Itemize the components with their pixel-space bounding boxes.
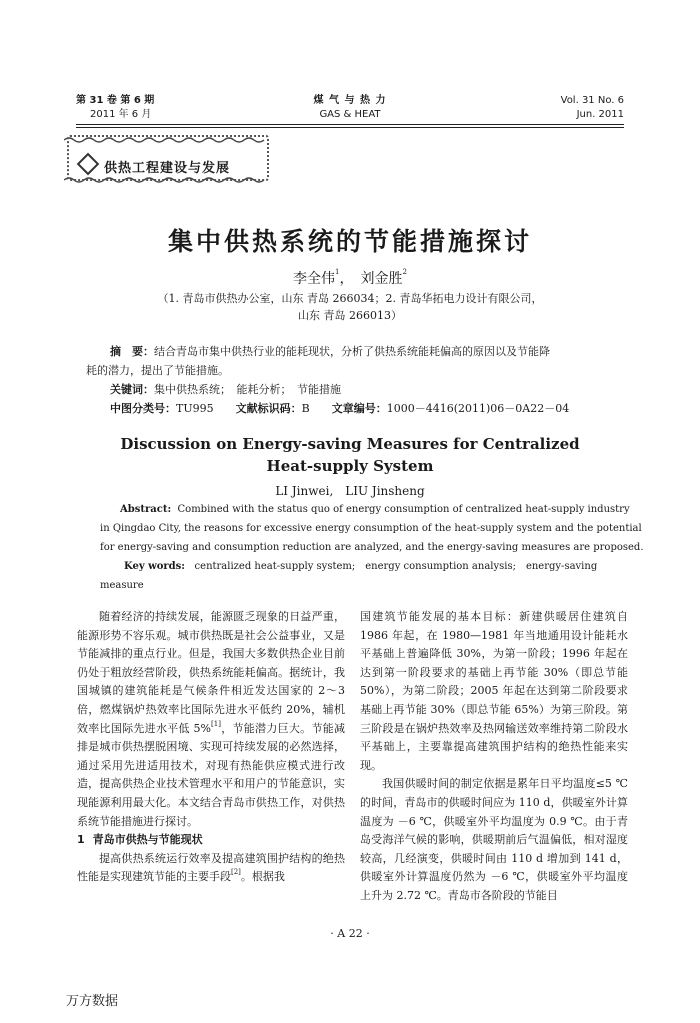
keywords-en-line-2: measure <box>100 580 144 591</box>
affiliation-line-1: （1. 青岛市供热办公室，山东 青岛 266034；2. 青岛华拓电力设计有限公司， <box>157 292 543 305</box>
paragraph <box>77 608 345 831</box>
page-number: · A 22 · <box>330 927 370 940</box>
keywords-en-line-1 <box>124 557 597 576</box>
authors-en: LI Jinwei, LIU Jinsheng <box>275 484 425 498</box>
journal-volume-issue: 第 31 卷 第 6 期 <box>76 95 155 106</box>
paragraph: 我国供暖时间的制定依据是累年日平均温度≤5 ℃的时间，青岛市的供暖时间应为 110 d，供暖室外计算温度为 －6 ℃，供暖室外平均温度为 0.9 ℃。由于青岛受海洋气候的影响，供暖期前后气温偏低，相对湿度较高，几经演变，供暖时间由 110 d 增加到 141 d，供暖室外计算温度仍然为 －6 ℃，供暖室外平均温度上升为 2.72 ℃。青岛市各阶段的节能目 <box>360 777 628 902</box>
affiliation-line-2: 山东 青岛 266013） <box>298 309 402 322</box>
authors-zh: 李全伟$^1$， 刘金胜$^2$ <box>293 268 407 287</box>
section-heading <box>77 831 345 850</box>
abstract-en-text-1: Combined with the status quo of energy consumption of centralized heat-supply industry <box>177 504 630 515</box>
article-title-zh: 集中供热系统的节能措施探讨 <box>167 227 532 256</box>
paragraph-text: 。根据我 <box>240 870 285 884</box>
doc-code-value: B <box>301 402 310 415</box>
citation: [2] <box>231 868 241 877</box>
body-left-column <box>77 608 345 887</box>
abstract-en-line-2: in Qingdao City, the reasons for excessive energy consumption of the heat-supply system and the potential <box>100 523 642 534</box>
paragraph-text: ，节能潜力巨大。节能减排是城市供热摆脱困境、实现可持续发展的必然选择，通过采用先进适用技术，对现有热能供应模式进行改造，提高供热企业技术管理水平和用户的节能意识，实现能源利用最大化。本文结合青岛市供热工作，对供热系统节能措施进行探讨。 <box>77 721 345 828</box>
paragraph: 国建筑节能发展的基本目标：新建供暖居住建筑自 1986 年起，在 1980—1981 年当地通用设计能耗水平基础上普遍降低 30%，为第一阶段；1996 年起在达到第一阶段要求的基础上再节能 30%（即总节能 50%），为第二阶段；2005 年起在达到第二阶段要求基础上再节能 30%（即总节能 65%）为第三阶段。第三阶段是在锅炉热效率及热网输送效率维持第二阶段水平基础上，主要靠提高建筑围护结构的绝热性能来实现。 <box>360 610 628 772</box>
date-en: Jun. 2011 <box>576 109 624 120</box>
keywords-zh <box>110 380 604 399</box>
footer-watermark: 万方数据 <box>66 994 119 1009</box>
keywords-zh-text: 集中供热系统； 能耗分析； 节能措施 <box>154 383 341 396</box>
article-title-en-line-2: Heat-supply System <box>266 457 434 475</box>
author-2: 刘金胜 <box>360 271 403 287</box>
journal-name-zh: 煤 气 与 热 力 <box>313 95 387 106</box>
abstract-zh-line-2: 耗的潜力，提出了节能措施。 <box>86 364 229 377</box>
journal-name-en: GAS & HEAT <box>319 109 381 120</box>
abstract-zh <box>110 342 604 361</box>
citation: [1] <box>211 719 221 728</box>
abstract-en-label: Abstract: <box>120 504 172 515</box>
paragraph <box>77 850 345 887</box>
abstract-zh-label: 摘 要： <box>110 345 154 358</box>
abstract-en-line-3: for energy-saving and consumption reduction are analyzed, and the energy-saving measures are proposed. <box>100 542 644 553</box>
keywords-en-label: Key words: <box>124 561 185 572</box>
column-label: 供热工程建设与发展 <box>104 161 231 176</box>
keywords-zh-label: 关键词： <box>110 383 154 396</box>
doc-code-label: 文献标识码： <box>235 402 302 415</box>
article-title-en-line-1: Discussion on Energy-saving Measures for Centralized <box>120 435 580 453</box>
clc-value: TU995 <box>176 402 214 415</box>
abstract-zh-line-1: 结合青岛市集中供热行业的能耗现状，分析了供热系统能耗偏高的原因以及节能降 <box>154 345 550 358</box>
header-rule-top <box>76 124 624 125</box>
author-1-affil: 1 <box>335 268 340 276</box>
classification-line <box>110 399 604 418</box>
article-no-label: 文章编号： <box>331 402 387 415</box>
header-rule-bottom <box>76 127 624 128</box>
abstract-en-line-1 <box>120 500 630 519</box>
article-no-value: 1000－4416(2011)06－0A22－04 <box>386 402 570 415</box>
author-1: 李全伟 <box>293 271 336 287</box>
journal-date: 2011 年 6 月 <box>90 109 152 120</box>
clc-label: 中图分类号： <box>110 402 176 415</box>
volume-number-en: Vol. 31 No. 6 <box>560 95 624 106</box>
paragraph-text: 随着经济的持续发展，能源匮乏现象的日益严重，能源形势不容乐观。城市供热既是社会公益事业，又是节能减排的重点行业。但是，我国大多数供热企业目前仍处于粗放经营阶段，供热系统能耗偏高。据统计，我国城镇的建筑能耗是气候条件相近发达国家的 2～3 倍，燃煤锅炉热效率比国际先进水平低约 20%，辅机效率比国际先进水平低 5% <box>77 610 345 735</box>
keywords-en-text: centralized heat-supply system; energy consumption analysis; energy-saving <box>194 561 598 572</box>
paragraph-text: 提高供热系统运行效率及提高建筑围护结构的绝热性能是实现建筑节能的主要手段 <box>77 851 345 884</box>
section-number: 1 <box>77 833 85 847</box>
body-right-column <box>360 608 628 906</box>
section-title: 青岛市供热与节能现状 <box>92 833 203 847</box>
author-2-affil: 2 <box>402 268 407 276</box>
